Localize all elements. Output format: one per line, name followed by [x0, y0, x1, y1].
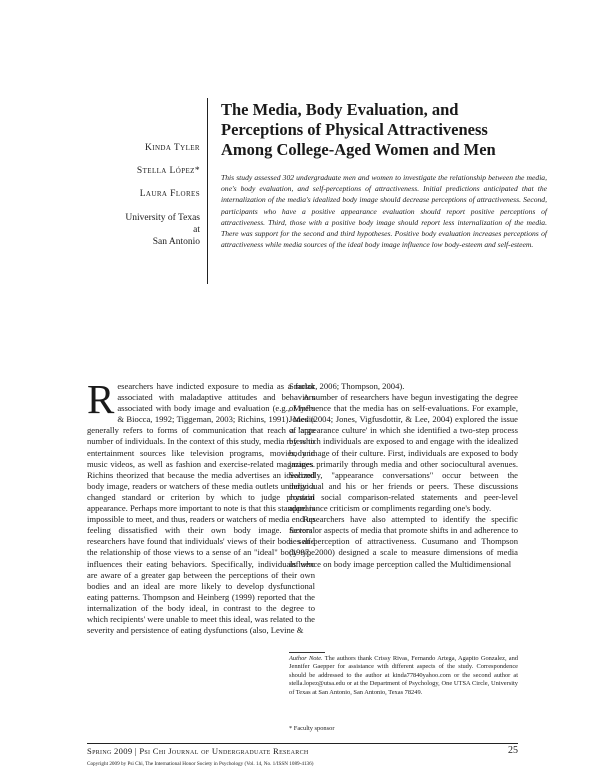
author-name: Kinda Tyler: [144, 143, 200, 153]
vertical-divider: [207, 98, 208, 284]
drop-cap: R: [87, 376, 115, 422]
author-name: Stella López*: [136, 166, 200, 176]
author-note: [289, 655, 518, 697]
intro-paragraph: [87, 376, 315, 636]
page-number: 25: [508, 745, 518, 756]
abstract: This study assessed 302 undergraduate men and women to investigate the relationship between the media, one's body evaluation, and self-perceptions of attractiveness. Initial predictions anticipated that the internalization of the media's idealized body image should decrease perceptions of attractiveness. Second, participants who have a positive appearance evaluation should report positive perceptions of attractiveness. Third, those with a positive body image should report less internalization of the media. There was support for the second and third hypotheses. Positive body evaluation increases perceptions of attractiveness while media sources of the ideal body image influence low body-esteem and self-esteem.: [221, 173, 547, 250]
note-divider: [289, 652, 325, 653]
affiliation: [118, 212, 200, 248]
paragraph: Smolak, 2006; Thompson, 2004).: [289, 381, 405, 391]
author-note-label: Author Note.: [289, 655, 323, 662]
affiliation-line: San Antonio: [152, 237, 200, 247]
author-block: [118, 143, 200, 248]
copyright-line: Copyright 2009 by Psi Chi, The International Honor Society in Psychology (Vol. 14, No. 1/ISSN 1089-4136): [87, 761, 314, 767]
title-line: Perceptions of Physical Attractiveness: [221, 120, 488, 139]
title-line: Among College-Aged Women and Men: [221, 140, 496, 159]
affiliation-line: University of Texas at: [125, 213, 200, 235]
paragraph: A number of researchers have begun investigating the degree of influence that the media has on self-evaluations. For example, Jones (2004; Jones, Vigfusdottir, & Lee, 2004) explored the issue of 'appearance culture' in which she identified a two-step process by which individuals are exposed to and engage with the idealized body image of their culture. First, individuals are exposed to body images primarily through media and other sociocultural avenues. Secondly, "appearance conversations" occur between the individual and his or her friends or peers. These discussions contain social comparison-related statements and peer-level appearance criticism or compliments regarding one's body.: [289, 392, 518, 514]
paragraph: Researchers have also attempted to identify the specific factors or aspects of media that promote shifts in and adherence to a self-perception of attractiveness. Cusumano and Thompson (1997, 2000) designed a scale to measure dimensions of media influence on body image perception called the Multidimensional: [289, 514, 518, 569]
body-column-right: [289, 381, 518, 570]
footer-divider: [87, 743, 518, 744]
author-note-text: The authors thank Crissy Rivas, Fernando Artega, Agapito Gonzalez, and Jennifer Gaepper for assistance with different aspects of the study. Correspondence should be addressed to the author at kinda77840yahoo.com or the second author at stella.lopez@utsa.edu or at the Department of Psychology, One UTSA Circle, University of Texas at San Antonio, San Antonio, Texas 78249.: [289, 655, 518, 696]
body-column-left: [87, 376, 315, 636]
journal-footer: Spring 2009 | Psi Chi Journal of Undergraduate Research: [87, 746, 309, 756]
title-line: The Media, Body Evaluation, and: [221, 100, 459, 119]
author-name: Laura Flores: [139, 189, 200, 199]
faculty-footnote: * Faculty sponsor: [289, 725, 335, 732]
article-title: [221, 100, 551, 160]
paragraph-text: esearchers have indicted exposure to media as a factor associated with maladaptive attitudes and behaviors associated with body image and evaluation (e.g., Myers & Biocca, 1992; Tiggeman, 2003; Richins, 1991). Media generally refers to forms of communication that reach a large number of individuals. In the context of this study, media refers to entertainment sources like television programs, movies, and music videos, as well as fashion and exercise-related magazines. Richins theorized that because the media advertises an idealized body image, readers or watchers of these media outlets undergo a changed standard or criterion by which to judge physical appearance. Perhaps more important to note is that this standard is impossible to meet, and thus, readers or watchers of media end up feeling dissatisfied with their own body image. Several researchers have found that individuals' views of their bodies and the relationship of those views to a sense of an "ideal" body type influences their eating behaviors. Specifically, individuals who are aware of a greater gap between the perceptions of their own bodies and an ideal are more likely to develop dysfunctional eating patterns. Thompson and Heinberg (1999) reported that the internalization of the body ideal, in contrast to the degree to which recipients' were unable to meet this ideal, was related to the severity and persistence of eating dysfunctions (also, Levine &: [87, 381, 315, 636]
